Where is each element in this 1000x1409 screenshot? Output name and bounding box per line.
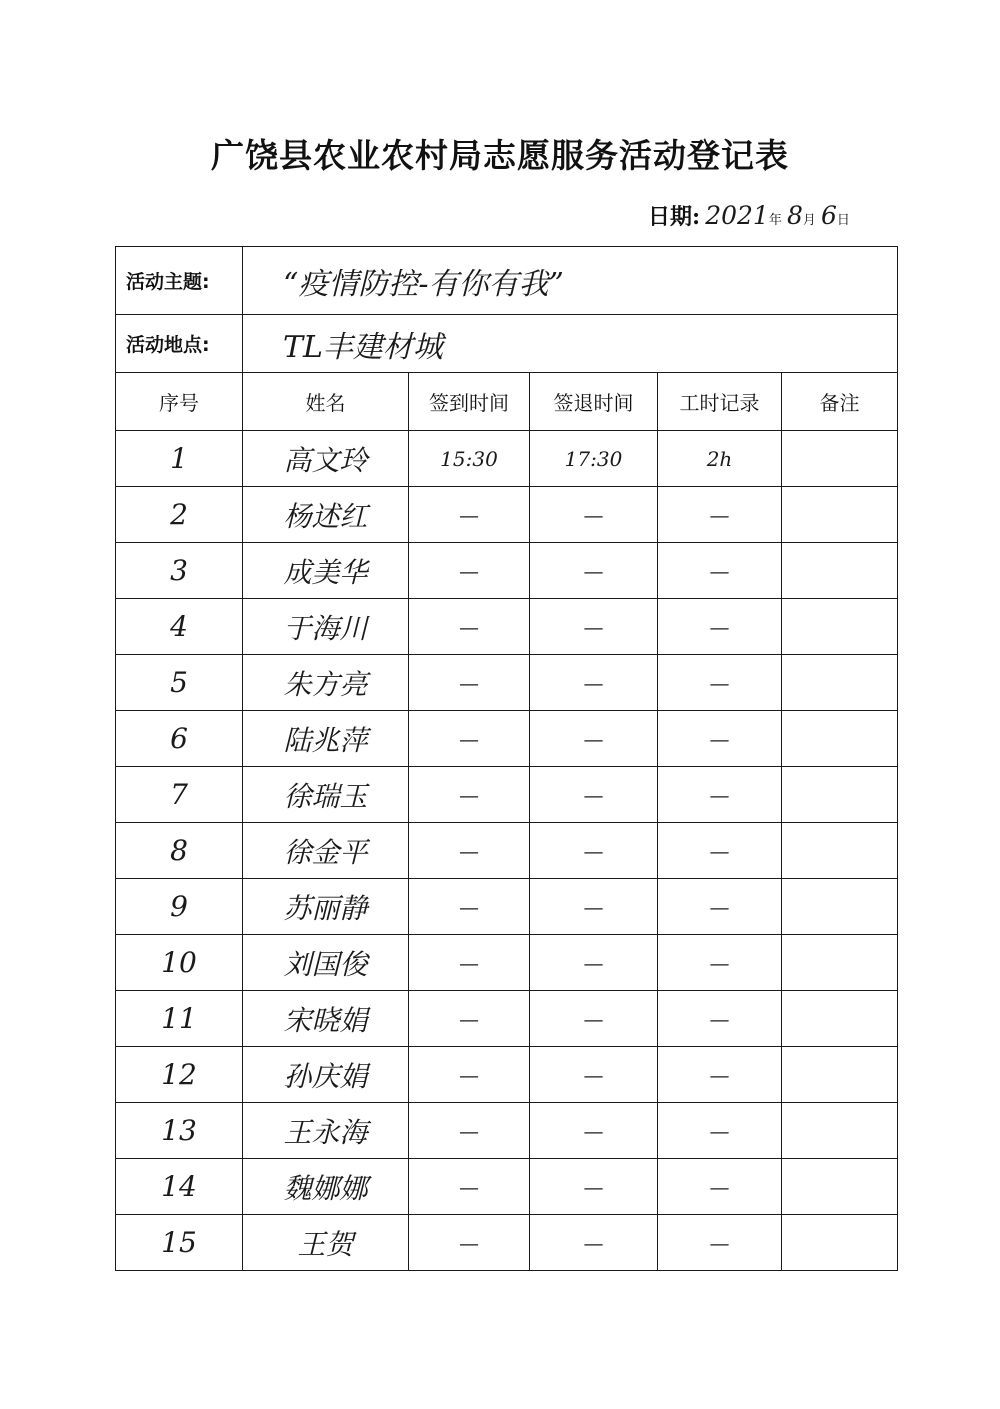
row-name: 孙庆娟: [243, 1047, 409, 1103]
row-number: 10: [116, 935, 243, 991]
row-hours: —: [658, 599, 782, 655]
header-sign-out: 签退时间: [530, 373, 658, 431]
row-sign-out: —: [530, 991, 658, 1047]
row-note: [782, 1103, 898, 1159]
row-number: 1: [116, 431, 243, 487]
row-sign-in: —: [409, 879, 530, 935]
row-sign-out: 17:30: [530, 431, 658, 487]
row-sign-in: —: [409, 543, 530, 599]
row-hours: —: [658, 991, 782, 1047]
row-sign-out: —: [530, 655, 658, 711]
row-number: 7: [116, 767, 243, 823]
table-row: [116, 711, 898, 767]
table-row: [116, 823, 898, 879]
date-year: 2021: [705, 201, 769, 230]
date-month: 8: [786, 201, 803, 230]
table-row: [116, 767, 898, 823]
row-name: 徐金平: [243, 823, 409, 879]
table-row: [116, 543, 898, 599]
row-hours: —: [658, 767, 782, 823]
table-row: [116, 487, 898, 543]
table-row: [116, 935, 898, 991]
row-number: 13: [116, 1103, 243, 1159]
row-sign-in: —: [409, 767, 530, 823]
header-sign-in: 签到时间: [409, 373, 530, 431]
row-sign-out: —: [530, 767, 658, 823]
row-note: [782, 823, 898, 879]
registration-table: [115, 246, 898, 1271]
row-name: 苏丽静: [243, 879, 409, 935]
row-sign-in: —: [409, 823, 530, 879]
row-hours: —: [658, 1159, 782, 1215]
row-note: [782, 599, 898, 655]
table-row: [116, 655, 898, 711]
row-number: 6: [116, 711, 243, 767]
row-sign-in: —: [409, 487, 530, 543]
row-sign-out: —: [530, 823, 658, 879]
row-note: [782, 991, 898, 1047]
row-sign-in: —: [409, 935, 530, 991]
row-hours: —: [658, 935, 782, 991]
table-row: [116, 599, 898, 655]
row-number: 5: [116, 655, 243, 711]
row-name: 刘国俊: [243, 935, 409, 991]
date-year-unit: 年: [768, 213, 782, 228]
row-sign-out: —: [530, 599, 658, 655]
row-hours: —: [658, 487, 782, 543]
theme-row: [116, 247, 898, 315]
date-day-unit: 日: [836, 213, 850, 228]
row-note: [782, 1215, 898, 1271]
row-number: 2: [116, 487, 243, 543]
form-title: 广饶县农业农村局志愿服务活动登记表: [211, 136, 789, 175]
row-number: 4: [116, 599, 243, 655]
row-sign-in: —: [409, 711, 530, 767]
row-name: 高文玲: [243, 431, 409, 487]
row-sign-in: —: [409, 1103, 530, 1159]
row-number: 15: [116, 1215, 243, 1271]
row-hours: —: [658, 1047, 782, 1103]
location-row: [116, 315, 898, 373]
row-sign-out: —: [530, 1047, 658, 1103]
row-number: 14: [116, 1159, 243, 1215]
row-sign-out: —: [530, 711, 658, 767]
row-note: [782, 935, 898, 991]
row-note: [782, 655, 898, 711]
row-note: [782, 1047, 898, 1103]
row-sign-out: —: [530, 1159, 658, 1215]
row-name: 朱方亮: [243, 655, 409, 711]
header-name: 姓名: [243, 373, 409, 431]
table-row: [116, 1103, 898, 1159]
row-note: [782, 431, 898, 487]
date-month-unit: 月: [802, 213, 816, 228]
row-number: 8: [116, 823, 243, 879]
theme-value: “疫情防控-有你有我”: [243, 247, 898, 315]
row-note: [782, 879, 898, 935]
row-note: [782, 487, 898, 543]
row-sign-in: —: [409, 599, 530, 655]
row-sign-in: —: [409, 991, 530, 1047]
row-name: 宋晓娟: [243, 991, 409, 1047]
table-row: [116, 1047, 898, 1103]
row-name: 杨述红: [243, 487, 409, 543]
row-sign-out: —: [530, 935, 658, 991]
row-sign-in: —: [409, 1215, 530, 1271]
row-sign-out: —: [530, 543, 658, 599]
row-sign-in: —: [409, 655, 530, 711]
header-hours: 工时记录: [658, 373, 782, 431]
header-note: 备注: [782, 373, 898, 431]
header-no: 序号: [116, 373, 243, 431]
location-value: TL丰建材城: [243, 315, 898, 373]
row-hours: —: [658, 823, 782, 879]
row-number: 9: [116, 879, 243, 935]
header-row: [116, 373, 898, 431]
row-hours: —: [658, 711, 782, 767]
row-name: 陆兆萍: [243, 711, 409, 767]
row-name: 王贺: [243, 1215, 409, 1271]
row-name: 王永海: [243, 1103, 409, 1159]
row-number: 12: [116, 1047, 243, 1103]
row-sign-out: —: [530, 879, 658, 935]
row-sign-out: —: [530, 1103, 658, 1159]
row-name: 魏娜娜: [243, 1159, 409, 1215]
table-row: [116, 1159, 898, 1215]
table-row: [116, 879, 898, 935]
row-hours: —: [658, 655, 782, 711]
date-day: 6: [820, 201, 837, 230]
row-hours: —: [658, 879, 782, 935]
row-note: [782, 767, 898, 823]
table-row: [116, 991, 898, 1047]
row-sign-out: —: [530, 1215, 658, 1271]
row-hours: —: [658, 1215, 782, 1271]
row-hours: —: [658, 1103, 782, 1159]
row-hours: —: [658, 543, 782, 599]
table-row: [116, 431, 898, 487]
row-hours: 2h: [658, 431, 782, 487]
row-name: 成美华: [243, 543, 409, 599]
date-label: 日期:: [648, 204, 701, 230]
row-number: 3: [116, 543, 243, 599]
row-note: [782, 711, 898, 767]
table-row: [116, 1215, 898, 1271]
row-name: 于海川: [243, 599, 409, 655]
row-number: 11: [116, 991, 243, 1047]
row-note: [782, 543, 898, 599]
theme-label: 活动主题:: [116, 247, 243, 315]
row-sign-out: —: [530, 487, 658, 543]
location-label: 活动地点:: [116, 315, 243, 373]
row-sign-in: —: [409, 1047, 530, 1103]
row-name: 徐瑞玉: [243, 767, 409, 823]
date-line: [648, 200, 898, 240]
row-sign-in: —: [409, 1159, 530, 1215]
row-sign-in: 15:30: [409, 431, 530, 487]
row-note: [782, 1159, 898, 1215]
